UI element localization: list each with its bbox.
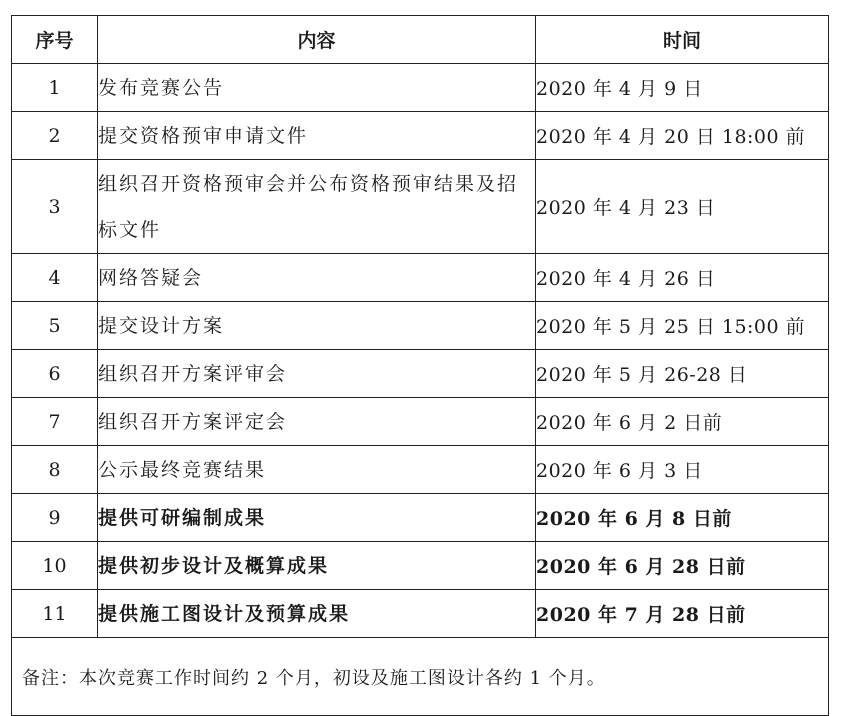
header-content: 内容	[98, 16, 536, 64]
row-no: 3	[12, 160, 98, 254]
row-no: 6	[12, 350, 98, 398]
table-row	[12, 350, 829, 398]
row-no: 5	[12, 302, 98, 350]
row-content: 提交设计方案	[98, 302, 536, 350]
row-time: 2020 年 5 月 25 日 15:00 前	[536, 302, 829, 350]
table-header-row	[12, 16, 829, 64]
row-no: 2	[12, 112, 98, 160]
table-row	[12, 590, 829, 638]
row-time: 2020 年 4 月 26 日	[536, 254, 829, 302]
row-content: 发布竞赛公告	[98, 64, 536, 112]
row-time: 2020 年 6 月 2 日前	[536, 398, 829, 446]
row-content: 网络答疑会	[98, 254, 536, 302]
row-no: 10	[12, 542, 98, 590]
table-row	[12, 160, 829, 254]
row-content: 组织召开方案评审会	[98, 350, 536, 398]
row-content: 公示最终竞赛结果	[98, 446, 536, 494]
row-no: 9	[12, 494, 98, 542]
row-content: 提供施工图设计及预算成果	[98, 590, 536, 638]
row-time: 2020 年 7 月 28 日前	[536, 590, 829, 638]
row-time: 2020 年 5 月 26-28 日	[536, 350, 829, 398]
row-content: 组织召开方案评定会	[98, 398, 536, 446]
row-time: 2020 年 4 月 23 日	[536, 160, 829, 254]
row-content: 组织召开资格预审会并公布资格预审结果及招标文件	[98, 160, 536, 254]
row-no: 7	[12, 398, 98, 446]
table-row	[12, 494, 829, 542]
schedule-table	[11, 15, 829, 716]
row-no: 4	[12, 254, 98, 302]
table-note-row	[12, 638, 829, 716]
header-no: 序号	[12, 16, 98, 64]
table-row	[12, 64, 829, 112]
table-row	[12, 302, 829, 350]
row-time: 2020 年 6 月 8 日前	[536, 494, 829, 542]
header-time: 时间	[536, 16, 829, 64]
row-no: 8	[12, 446, 98, 494]
table-row	[12, 254, 829, 302]
table-row	[12, 398, 829, 446]
table-row	[12, 542, 829, 590]
row-time: 2020 年 6 月 28 日前	[536, 542, 829, 590]
table-row	[12, 112, 829, 160]
row-time: 2020 年 4 月 9 日	[536, 64, 829, 112]
table-note: 备注：本次竞赛工作时间约 2 个月，初设及施工图设计各约 1 个月。	[12, 638, 829, 716]
row-content: 提供可研编制成果	[98, 494, 536, 542]
row-content: 提供初步设计及概算成果	[98, 542, 536, 590]
row-no: 1	[12, 64, 98, 112]
table-row	[12, 446, 829, 494]
row-time: 2020 年 6 月 3 日	[536, 446, 829, 494]
row-no: 11	[12, 590, 98, 638]
row-time: 2020 年 4 月 20 日 18:00 前	[536, 112, 829, 160]
row-content: 提交资格预审申请文件	[98, 112, 536, 160]
